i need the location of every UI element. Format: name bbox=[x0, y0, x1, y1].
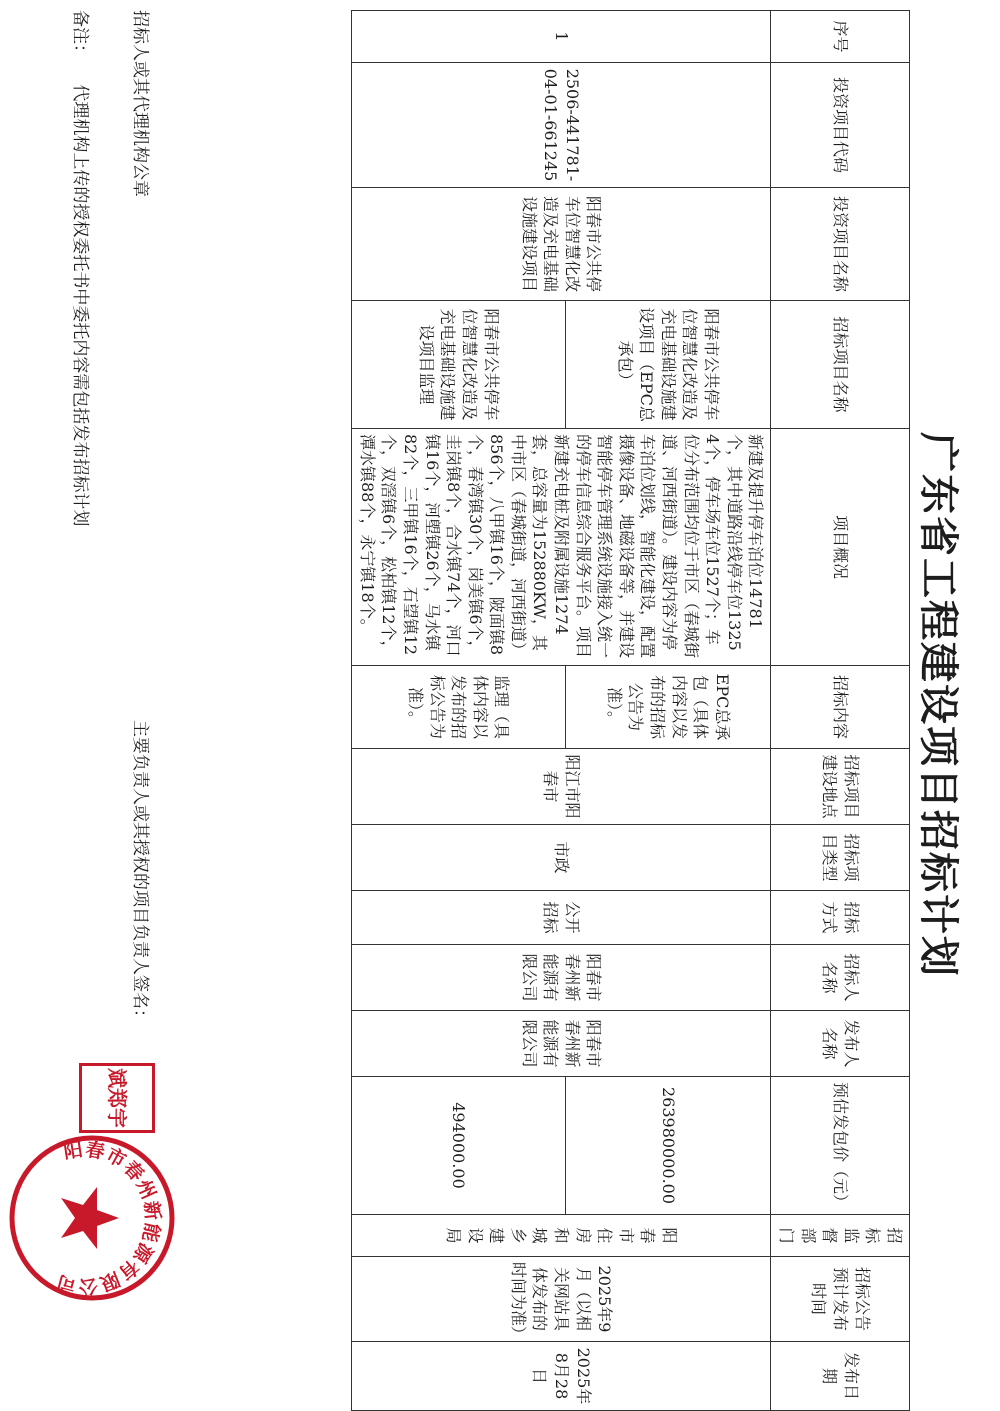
cell-overview: 新建及提升停车泊位14781个，其中道路沿线停车位13254个，停车场车位1527个；车位分布范围均位于市区（春城街道、河西街道）。建设内容为停车泊位划线，智能化建设，配置摄像设备、地磁设备等，并建设智能停车管理系统设施接入统一的停车信息综合服务平台。项目新建充电桩及附属设施1274套，总容量为152880KW，其中市区（春城街道，河西街道）856个，八甲镇16个，陂面镇8个，春湾镇30个，岗美镇6个，圭岗镇8个，合水镇74个，河口镇16个，河塱镇26个，马水镇82个，三甲镇16个，石望镇12个，双滘镇6个，松柏镇12个，潭水镇88个，永宁镇18个。 bbox=[352, 429, 771, 666]
cell-supervision: 阳春市住房和城乡建设局 bbox=[352, 1215, 771, 1257]
header-supervision: 招标监督部门 bbox=[771, 1215, 910, 1257]
company-seal bbox=[7, 1133, 177, 1303]
header-tenderer: 招标人名称 bbox=[771, 945, 910, 1011]
note-label: 备注： bbox=[70, 10, 90, 61]
leader-sign-label: 主要负责人或其授权的项目负责人签名： bbox=[130, 720, 150, 1026]
header-location: 招标项目建设地点 bbox=[771, 749, 910, 825]
note-line bbox=[70, 10, 95, 526]
cell-publisher: 阳春市春州新能源有限公司 bbox=[352, 1011, 771, 1077]
cell-content-2: 监理（具体内容以发布的招标公告为准）。 bbox=[352, 666, 565, 749]
header-seq: 序号 bbox=[771, 11, 910, 63]
header-overview: 项目概况 bbox=[771, 429, 910, 666]
table-row bbox=[565, 11, 771, 1411]
cell-content: EPC总承包（具体内容以发布的招标公告为准）。 bbox=[565, 666, 771, 749]
tenderer-seal-label: 招标人或其代理机构公章 bbox=[130, 10, 150, 197]
header-row bbox=[771, 11, 910, 1411]
name-stamp: 斌郑宇 bbox=[79, 1063, 155, 1133]
cell-notice-time: 2025年9月（以相关网站具体发布的时间为准） bbox=[352, 1257, 771, 1342]
page-title: 广东省工程建设项目招标计划 bbox=[915, 432, 962, 978]
tender-plan-table bbox=[351, 10, 910, 1411]
cell-method: 公开招标 bbox=[352, 891, 771, 945]
header-category: 招标项目类型 bbox=[771, 825, 910, 891]
company-seal-text: 阳春市春州新能源有限公司 bbox=[53, 1138, 164, 1298]
cell-category: 市政 bbox=[352, 825, 771, 891]
cell-seq: 1 bbox=[352, 11, 771, 63]
star-icon bbox=[61, 1187, 119, 1249]
cell-tenderer: 阳春市春州新能源有限公司 bbox=[352, 945, 771, 1011]
cell-tender-name: 阳春市公共停车位智慧化改造及充电基础设施建设项目（EPC总承包） bbox=[565, 301, 771, 429]
cell-publish-date: 2025年8月28日 bbox=[352, 1342, 771, 1411]
header-code: 投资项目代码 bbox=[771, 63, 910, 188]
cell-tender-name-2: 阳春市公共停车位智慧化改造及充电基础设施建设项目监理 bbox=[352, 301, 565, 429]
cell-price-2: 494000.00 bbox=[352, 1077, 565, 1215]
cell-invest-name: 阳春市公共停车位智慧化改造及充电基础设施建设项目 bbox=[352, 188, 771, 301]
header-tender-name: 招标项目名称 bbox=[771, 301, 910, 429]
header-notice-time: 招标公告预计发布时间 bbox=[771, 1257, 910, 1342]
cell-code: 2506-441781-04-01-661245 bbox=[352, 63, 771, 188]
cell-location: 阳江市阳春市 bbox=[352, 749, 771, 825]
cell-price: 263980000.00 bbox=[565, 1077, 771, 1215]
header-publisher: 发布人名称 bbox=[771, 1011, 910, 1077]
note-text: 代理机构上传的授权委托书中委托内容需包括发布招标计划 bbox=[70, 84, 90, 527]
header-publish-date: 发布日期 bbox=[771, 1342, 910, 1411]
header-price: 预估发包价（元） bbox=[771, 1077, 910, 1215]
header-method: 招标方式 bbox=[771, 891, 910, 945]
header-invest-name: 投资项目名称 bbox=[771, 188, 910, 301]
header-content: 招标内容 bbox=[771, 666, 910, 749]
